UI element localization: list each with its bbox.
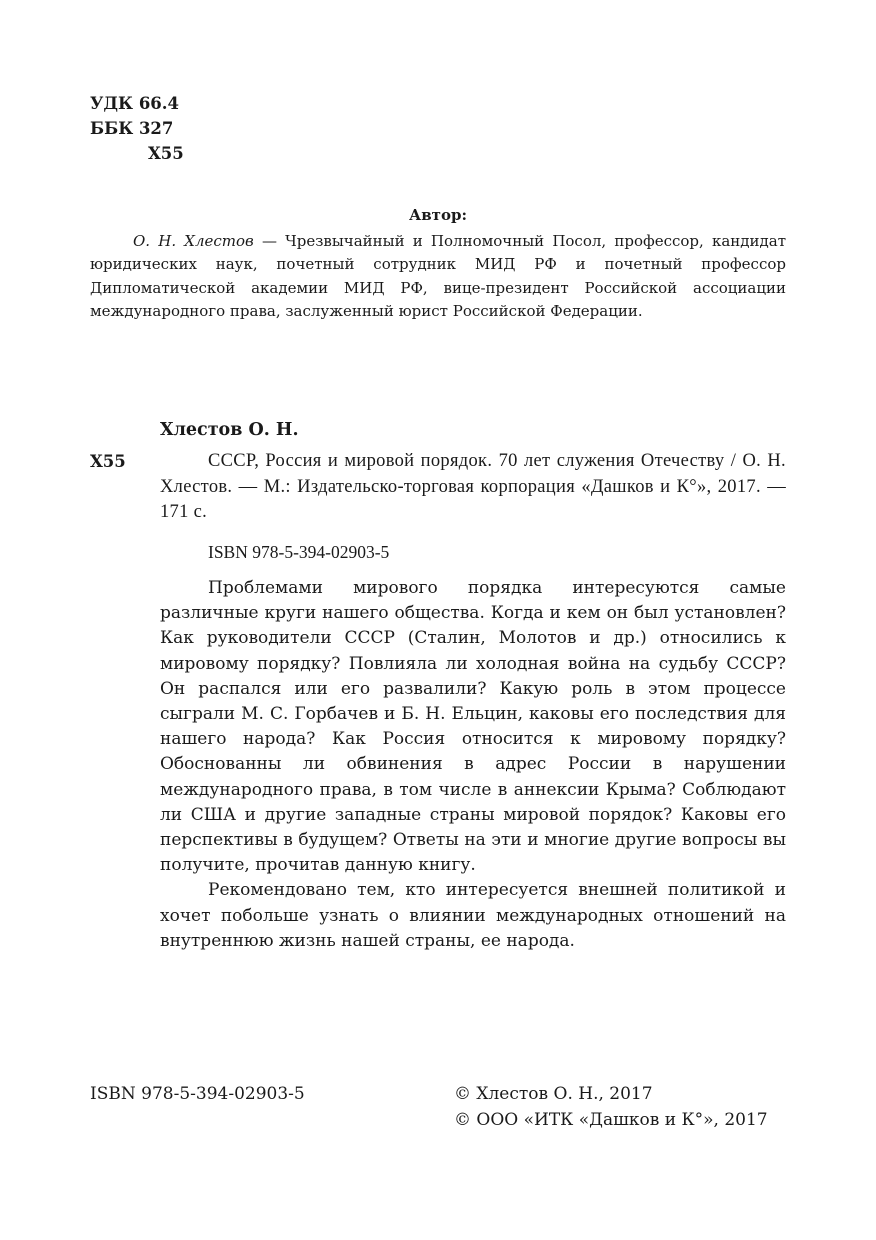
author-label: Автор: <box>409 206 467 224</box>
abstract-paragraph: Проблемами мирового порядка интересуются самые различные круги нашего общества. Когда и кем он был установлен? Как руководители СССР (Сталин, Молотов и др.) относились к мировому порядку? Повлияла ли холодная война на судьбу СССР? Он распался или его развалили? Какую роль в этом процессе сыграли М. С. Горбачев и Б. Н. Ельцин, каковы его последствия для нашего народа? Как Россия относится к мировому порядку? Обоснованны ли обвинения в адрес России в нарушении международного права, в том числе в аннексии Крыма? Соблюдают ли США и другие западные страны мировой порядок? Каковы его перспективы в будущем? Ответы на эти и многие другие вопросы вы получите, прочитав данную книгу. <box>160 578 786 876</box>
isbn-footer: ISBN 978-5-394-02903-5 <box>90 1084 305 1104</box>
abstract-paragraph: Рекомендовано тем, кто интересуется внешней политикой и хочет побольше узнать о влиянии международных отношений на внутреннюю жизнь нашей страны, ее народа. <box>160 880 786 951</box>
author-name: О. Н. Хлестов <box>133 232 254 250</box>
cutter-code-margin: Х55 <box>90 452 126 471</box>
abstract <box>160 576 786 954</box>
author-bio-text: — Чрезвычайный и Полномочный Посол, профессор, кандидат юридических наук, почетный сотрудник МИД РФ и почетный профессор Дипломатической академии МИД РФ, вице-президент Российской ассоциации международного права, заслуженный юрист Российской Федерации. <box>90 232 786 321</box>
copyright-author: © Хлестов О. Н., 2017 <box>454 1084 653 1104</box>
copyright-publisher: © ООО «ИТК «Дашков и К°», 2017 <box>454 1110 768 1130</box>
isbn-main: ISBN 978-5-394-02903-5 <box>208 542 390 562</box>
udk-code: УДК 66.4 <box>90 94 180 113</box>
bbk-code: ББК 327 <box>90 119 174 138</box>
book-author-heading: Хлестов О. Н. <box>160 420 299 440</box>
bibliographic-description <box>160 449 786 526</box>
bibliographic-text: СССР, Россия и мировой порядок. 70 лет служения Отечеству / О. Н. Хлестов. — М.: Издательско-торговая корпорация «Дашков и К°», 2017. — 171 с. <box>160 451 786 523</box>
cutter-code: Х55 <box>148 144 184 163</box>
author-bio <box>90 230 786 324</box>
